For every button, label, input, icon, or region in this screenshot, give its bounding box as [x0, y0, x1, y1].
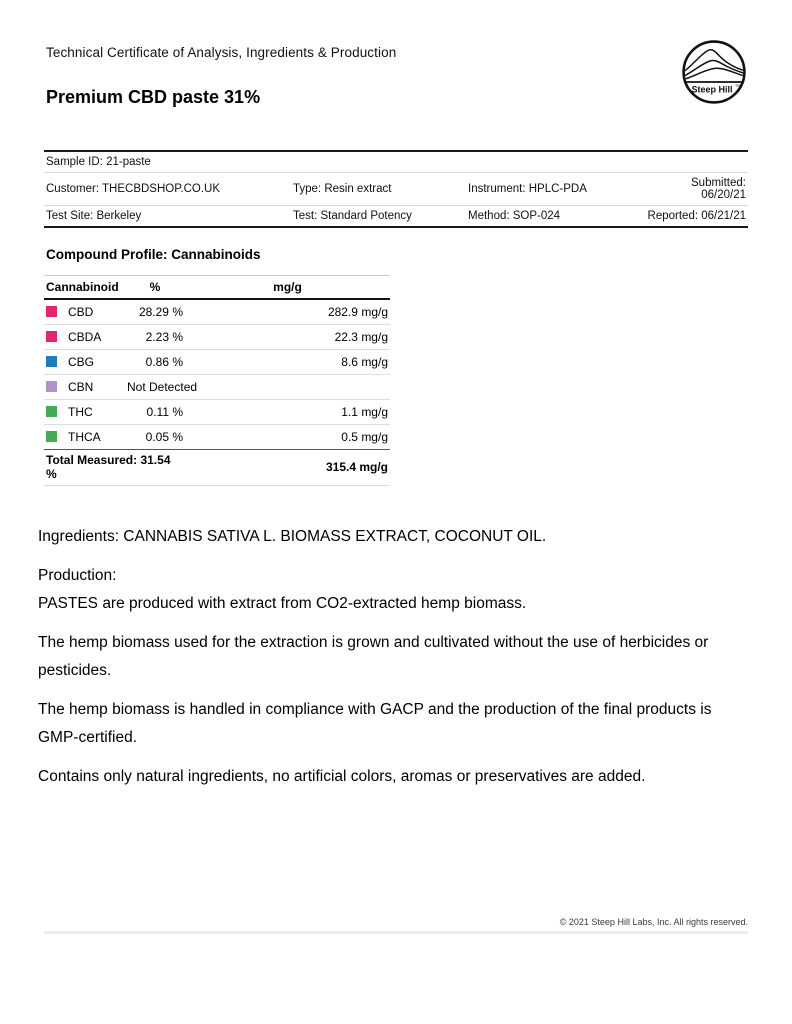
mgg-value: 0.5 mg/g: [341, 430, 388, 444]
mountain-icon: [682, 50, 746, 80]
total-row: [44, 450, 390, 486]
cbda-color-swatch: [46, 331, 57, 342]
ingredients-paragraph: Ingredients: CANNABIS SATIVA L. BIOMASS EXTRACT, COCONUT OIL.: [38, 528, 547, 545]
cannabinoid-name: THC: [68, 405, 93, 419]
pct-value: 28.29 %: [138, 305, 183, 319]
sample-id-cell: Sample ID: 21-paste: [44, 151, 748, 173]
header-titles: [44, 38, 396, 108]
natural-ingredients-paragraph: Contains only natural ingredients, no artificial colors, aromas or preservatives are added.: [38, 768, 646, 785]
total-label: Total Measured: 31.54 %: [46, 453, 171, 481]
sample-info-row: [44, 173, 748, 206]
test-cell: Test: Standard Potency: [293, 210, 412, 222]
cannabinoid-header-row: [44, 276, 390, 300]
pct-value: 0.11 %: [146, 405, 183, 419]
steep-hill-logo: [680, 38, 748, 106]
cannabinoid-name: CBN: [68, 380, 94, 394]
not-detected-value: Not Detected: [127, 380, 198, 394]
page-subtitle: Technical Certificate of Analysis, Ingredients & Production: [46, 45, 397, 60]
instrument-cell: Instrument: HPLC-PDA: [466, 173, 643, 206]
logo-trademark: TM: [735, 84, 741, 88]
table-row-cbda: [44, 325, 390, 350]
mgg-value: 282.9 mg/g: [327, 305, 388, 319]
type-cell: Type: Resin extract: [291, 173, 466, 206]
cannabinoid-name: CBD: [68, 305, 94, 319]
footer-rule: [44, 917, 748, 934]
pct-value: 0.86 %: [145, 355, 183, 369]
page-title: Premium CBD paste 31%: [46, 87, 261, 107]
table-row-thca: [44, 425, 390, 450]
pct-value: 0.05 %: [145, 430, 183, 444]
gacp-gmp-paragraph: The hemp biomass is handled in compliance with GACP and the production of the final products is GMP-certified.: [38, 701, 712, 746]
cannabinoid-name: CBDA: [68, 330, 102, 344]
sample-info-table: [44, 150, 748, 228]
submitted-cell: Submitted: 06/20/21: [643, 173, 748, 206]
customer-cell: Customer: THECBDSHOP.CO.UK: [44, 173, 291, 206]
production-notes: [38, 523, 754, 791]
sample-id-row: [44, 151, 748, 173]
cbn-color-swatch: [46, 381, 57, 392]
cannabinoid-name: CBG: [68, 355, 95, 369]
cannabinoid-table: [44, 275, 390, 486]
reported-cell: Reported: 06/21/21: [647, 210, 746, 222]
biomass-cultivation-paragraph: The hemp biomass used for the extraction is grown and cultivated without the use of herbicides or pesticides.: [38, 634, 709, 679]
sample-info-row: [44, 206, 748, 228]
thc-color-swatch: [46, 406, 57, 417]
compound-profile-heading: Compound Profile: Cannabinoids: [46, 247, 261, 262]
table-row-cbd: [44, 299, 390, 325]
logo-wordmark: Steep Hill: [691, 84, 733, 95]
footer-copyright: © 2021 Steep Hill Labs, Inc. All rights reserved.: [559, 917, 748, 927]
total-mgg-value: 315.4 mg/g: [325, 460, 388, 474]
cbg-color-swatch: [46, 356, 57, 367]
cbd-color-swatch: [46, 306, 57, 317]
production-line: PASTES are produced with extract from CO2-extracted hemp biomass.: [38, 595, 527, 612]
cannabinoid-name: THCA: [68, 430, 101, 444]
production-paragraph: [38, 562, 754, 618]
pct-value: 2.23 %: [145, 330, 183, 344]
header: [44, 0, 748, 108]
table-row-cbg: [44, 350, 390, 375]
thca-color-swatch: [46, 431, 57, 442]
table-row-cbn: [44, 375, 390, 400]
mgg-value: 8.6 mg/g: [341, 355, 388, 369]
table-row-thc: [44, 400, 390, 425]
mgg-column-header: mg/g: [273, 280, 302, 294]
method-cell: Method: SOP-024: [468, 210, 561, 222]
production-label: Production:: [38, 567, 117, 584]
mgg-value: 1.1 mg/g: [341, 405, 388, 419]
percent-column-header: %: [149, 280, 161, 294]
test-site-cell: Test Site: Berkeley: [46, 210, 142, 222]
cannabinoid-column-header: Cannabinoid: [46, 280, 119, 294]
mgg-value: 22.3 mg/g: [334, 330, 388, 344]
